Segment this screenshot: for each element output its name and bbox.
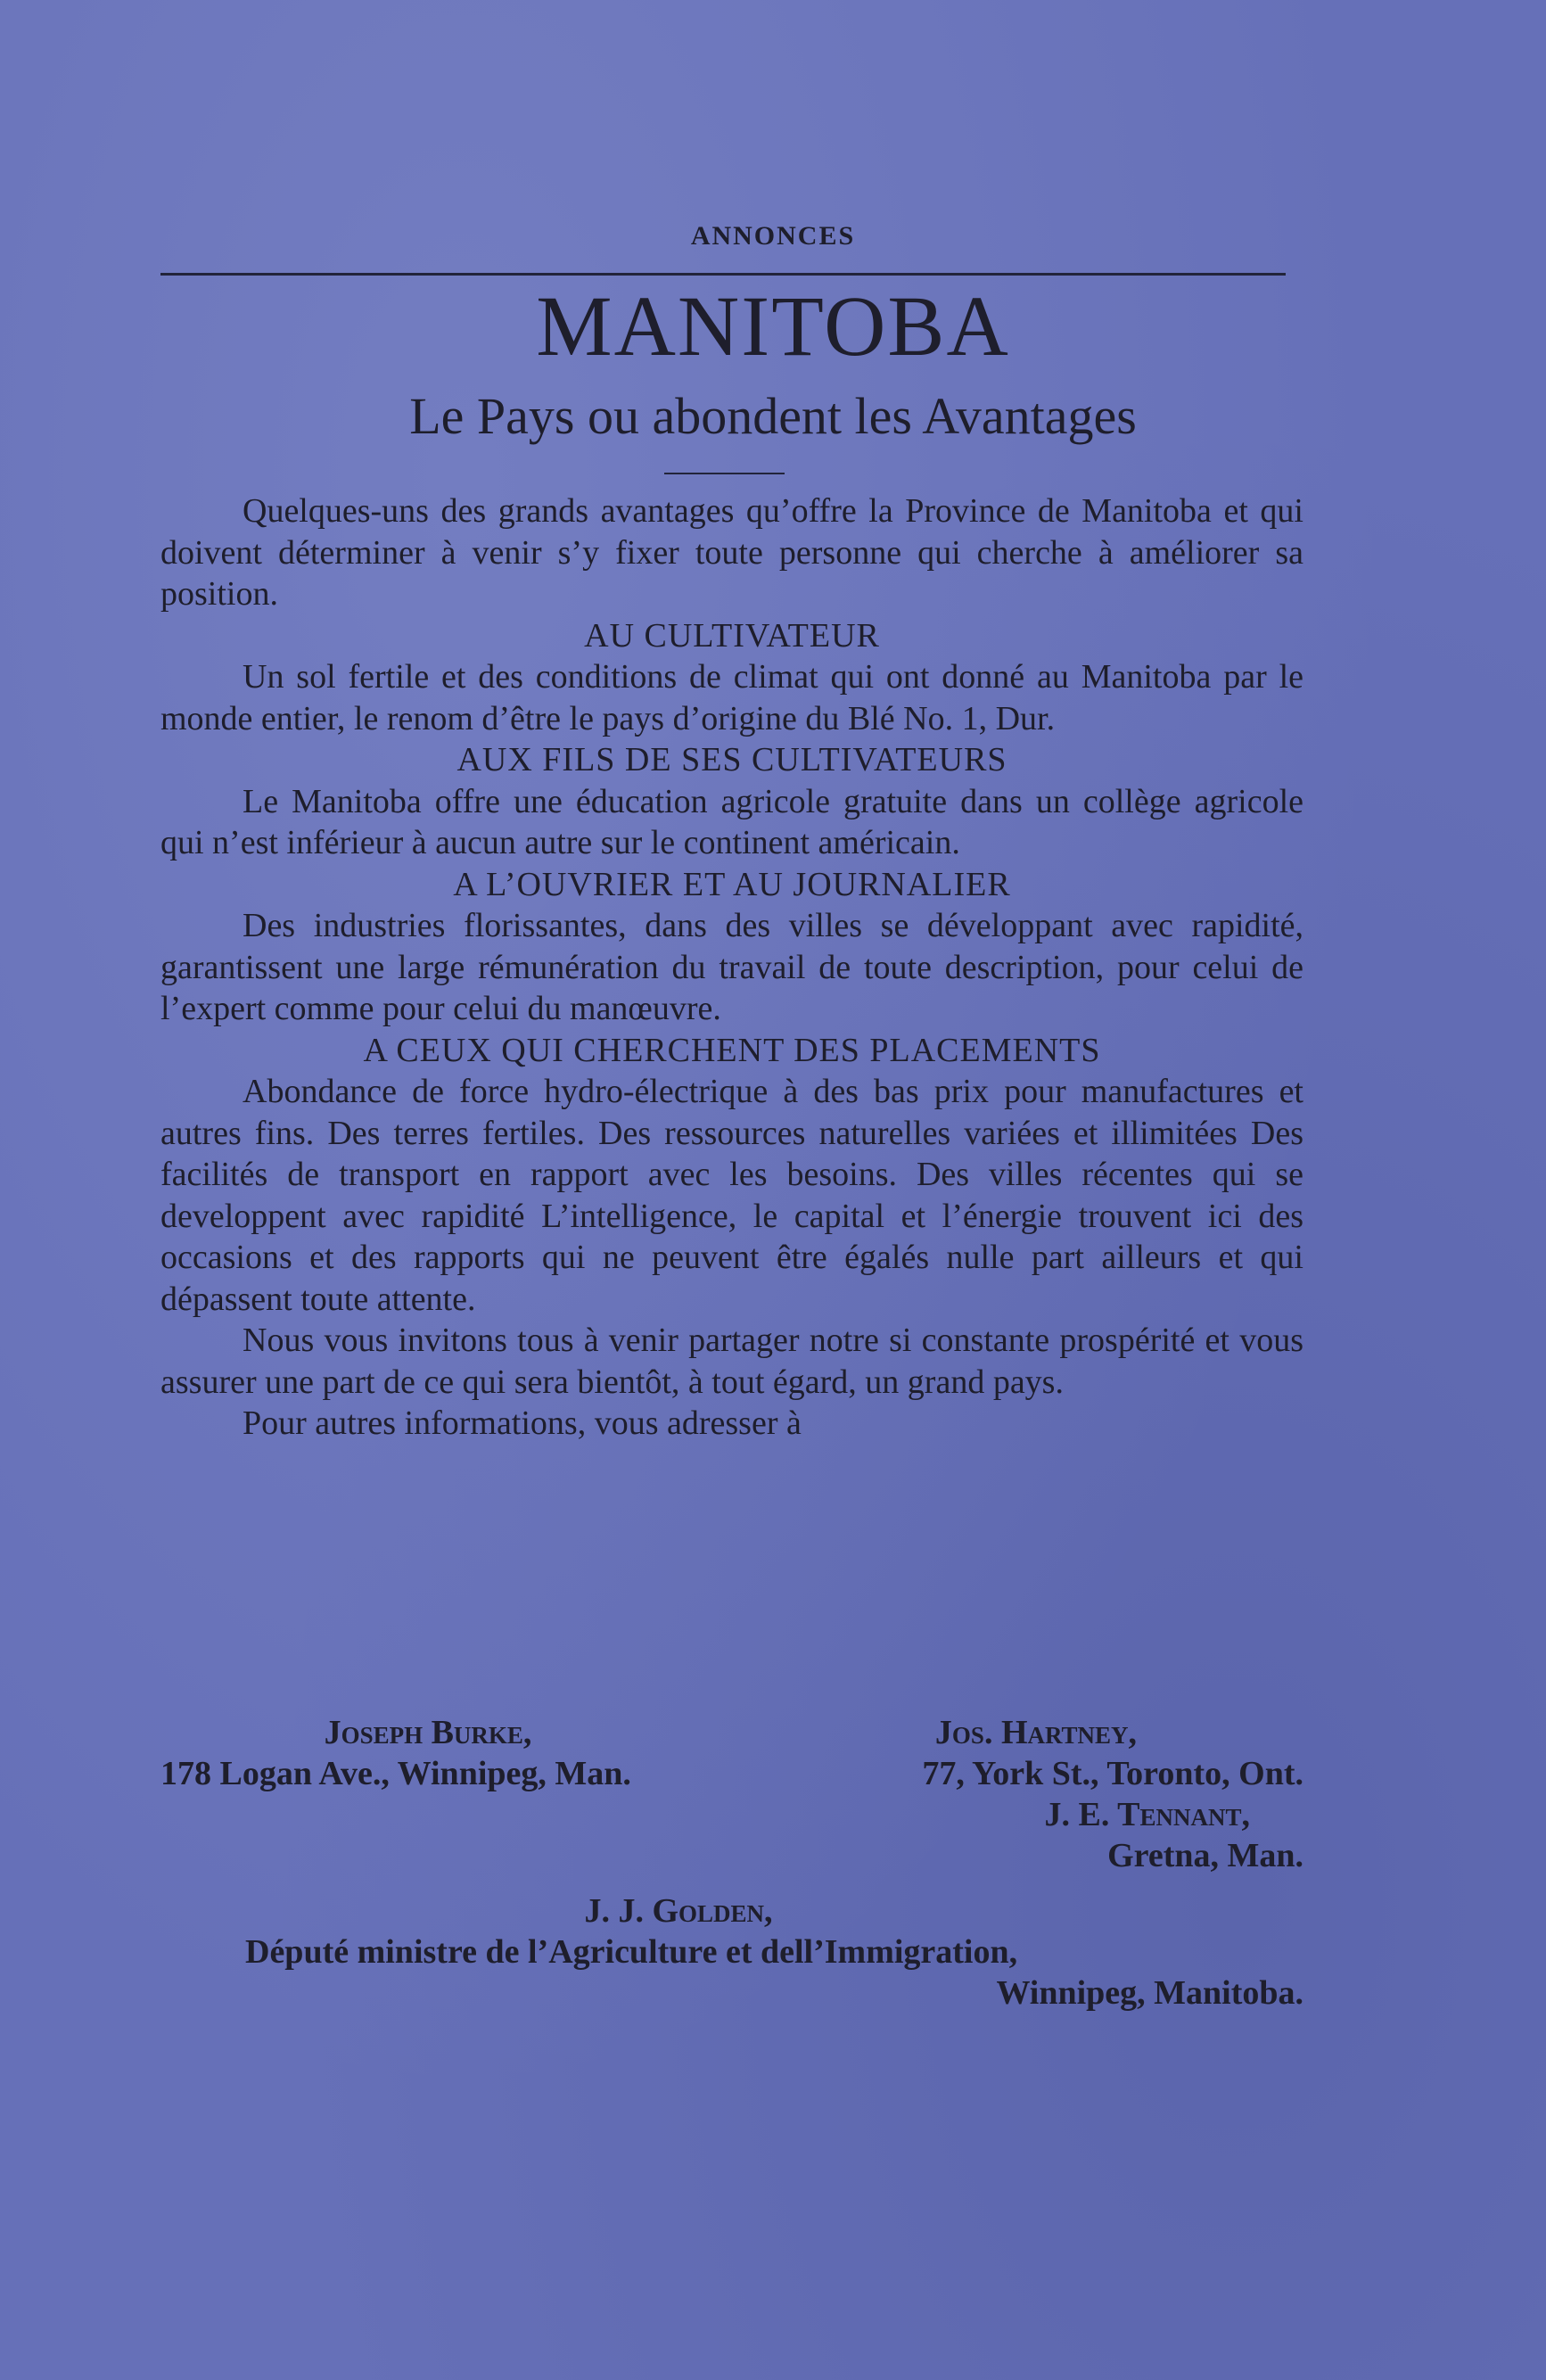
contact-addresses-row	[160, 1753, 1303, 1794]
contact-tennant-address: Gretna, Man.	[1107, 1837, 1303, 1874]
invitation-paragraph: Nous vous invitons tous à venir partager notre si constante prospérité et vous assurer une part de ce qui sera bientôt, à tout égard, un grand pays.	[160, 1322, 1303, 1401]
page-header: ANNONCES	[690, 221, 856, 251]
signature-place: Winnipeg, Manitoba.	[996, 1974, 1303, 2012]
section-heading: A CEUX QUI CHERCHENT DES PLACEMENTS	[363, 1031, 1101, 1069]
intro-paragraph: Quelques-uns des grands avantages qu’offre la Province de Manitoba et qui doivent déterminer à venir s’y fixer toute personne qui cherche à améliorer sa position.	[160, 492, 1303, 613]
signature-name: J. J. Golden,	[584, 1892, 773, 1930]
page-subtitle: Le Pays ou abondent les Avantages	[409, 387, 1137, 445]
contact-tennant-name: J. E. Tennant,	[1044, 1796, 1250, 1833]
section-heading: AUX FILS DE SES CULTIVATEURS	[456, 741, 1007, 778]
section-text: Le Manitoba offre une éducation agricole gratuite dans un collège agricole qui n’est inférieur à aucun autre sur le continent américain.	[160, 782, 1303, 861]
more-info-line: Pour autres informations, vous adresser à	[243, 1404, 802, 1442]
subtitle-rule	[664, 473, 785, 474]
header-rule	[160, 273, 1286, 276]
contacts-block	[160, 1712, 1303, 1876]
section-text: Abondance de force hydro-électrique à des bas prix pour manufactures et autres fins. Des terres fertiles. Des ressources naturelles variées et illimitées Des facilités de transport en rapport avec les besoins. Des villes récentes qui se developpent avec rapidité L’intelligence, le capital et l’énergie trouvent ici des occasions et des rapports qui ne peuvent être égalés nulle part ailleurs et qui dépassent toute attente.	[160, 1073, 1303, 1318]
signature-title: Député ministre de l’Agriculture et dell’Immigration,	[245, 1933, 1018, 1971]
contact-hartney-address: 77, York St., Toronto, Ont.	[922, 1755, 1303, 1792]
article-body	[160, 490, 1303, 1445]
section-text: Des industries florissantes, dans des villes se développant avec rapidité, garantissent une large rémunération du travail de toute description, pour celui de l’expert comme pour celui du manœuvre.	[160, 907, 1303, 1027]
contact-burke-name: Joseph Burke,	[324, 1714, 532, 1751]
contact-burke-address: 178 Logan Ave., Winnipeg, Man.	[160, 1755, 631, 1792]
section-text: Un sol fertile et des conditions de climat qui ont donné au Manitoba par le monde entier, le renom d’être le pays d’origine du Blé No. 1, Dur.	[160, 658, 1303, 737]
section-heading: A L’OUVRIER ET AU JOURNALIER	[453, 865, 1011, 903]
contact-tennant	[160, 1794, 1303, 1876]
page-title: MANITOBA	[536, 278, 1010, 374]
signature-block	[160, 1890, 1303, 2014]
section-heading: AU CULTIVATEUR	[584, 616, 880, 655]
contact-hartney-name: Jos. Hartney,	[934, 1714, 1138, 1751]
contact-names-row	[160, 1712, 1303, 1753]
